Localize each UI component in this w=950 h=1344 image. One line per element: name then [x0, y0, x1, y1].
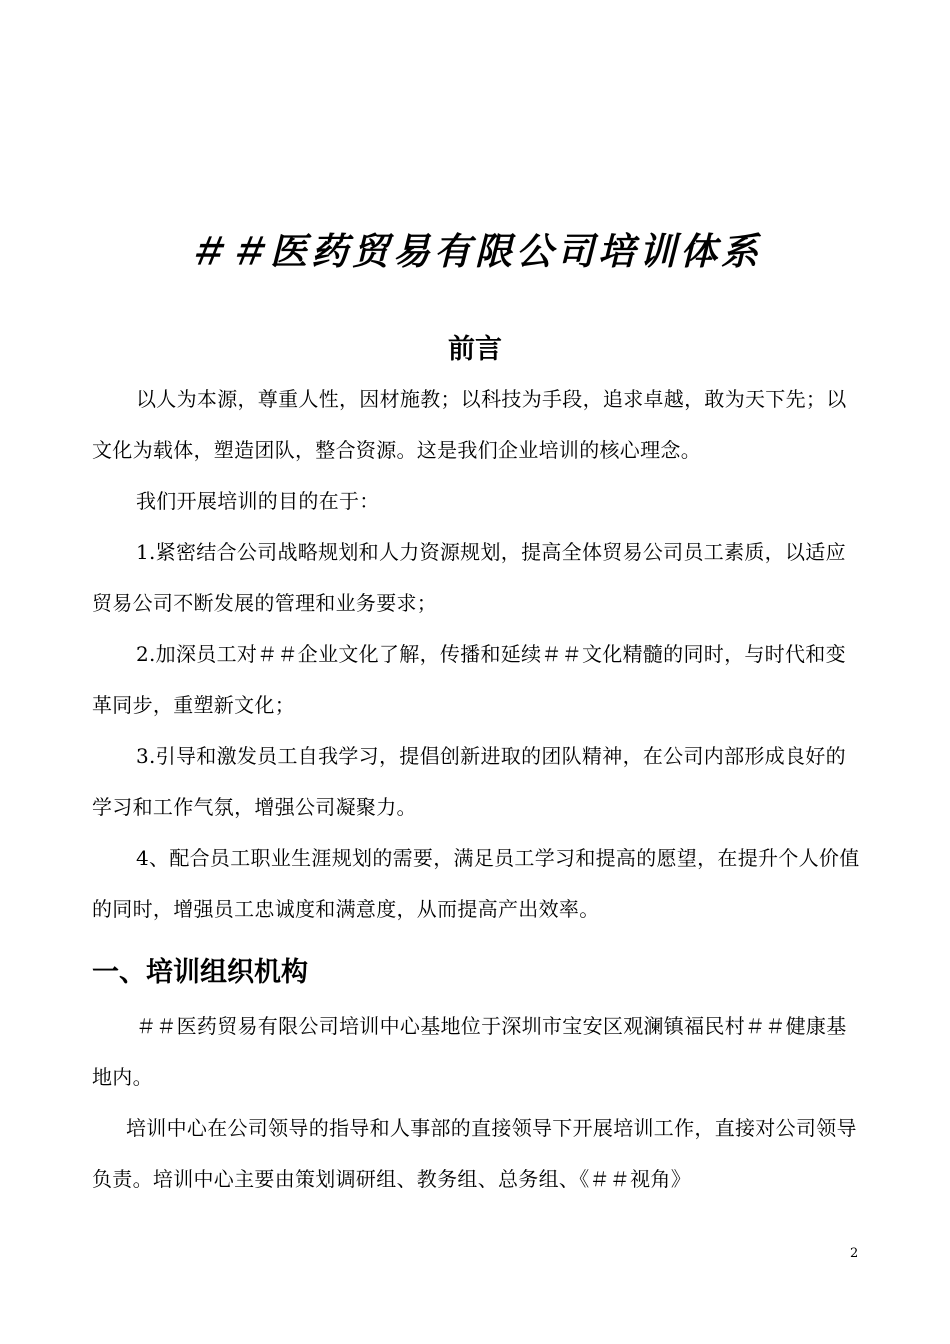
preface-paragraph: 1.紧密结合公司战略规划和人力资源规划，提高全体贸易公司员工素质，以适应贸易公司不断发展的管理和业务要求； — [92, 540, 846, 615]
section1-body — [92, 1001, 862, 1205]
preface-body — [92, 374, 862, 935]
section-heading: 一、培训组织机构 — [92, 957, 308, 988]
page-number: 2 — [850, 1246, 859, 1261]
document-title: ＃＃医药贸易有限公司培训体系 — [188, 229, 762, 273]
preface-paragraph: 我们开展培训的目的在于： — [136, 489, 380, 513]
preface-paragraph: 以人为本源，尊重人性，因材施教；以科技为手段，追求卓越，敢为天下先；以文化为载体，塑造团队，整合资源。这是我们企业培训的核心理念。 — [92, 387, 847, 462]
preface-paragraph: 3.引导和激发员工自我学习，提倡创新进取的团队精神，在公司内部形成良好的学习和工作气氛，增强公司凝聚力。 — [92, 744, 846, 819]
section1-paragraph: ＃＃医药贸易有限公司培训中心基地位于深圳市宝安区观澜镇福民村＃＃健康基地内。 — [92, 1014, 847, 1089]
preface-heading: 前言 — [448, 334, 502, 365]
preface-paragraph: 4、配合员工职业生涯规划的需要，满足员工学习和提高的愿望，在提升个人价值的同时，增强员工忠诚度和满意度，从而提高产出效率。 — [92, 846, 860, 921]
preface-paragraph: 2.加深员工对＃＃企业文化了解，传播和延续＃＃文化精髓的同时，与时代和变革同步，重塑新文化； — [92, 642, 846, 717]
section1-paragraph: 培训中心在公司领导的指导和人事部的直接领导下开展培训工作，直接对公司领导负责。培训中心主要由策划调研组、教务组、总务组、《＃＃视角》 — [92, 1116, 857, 1191]
